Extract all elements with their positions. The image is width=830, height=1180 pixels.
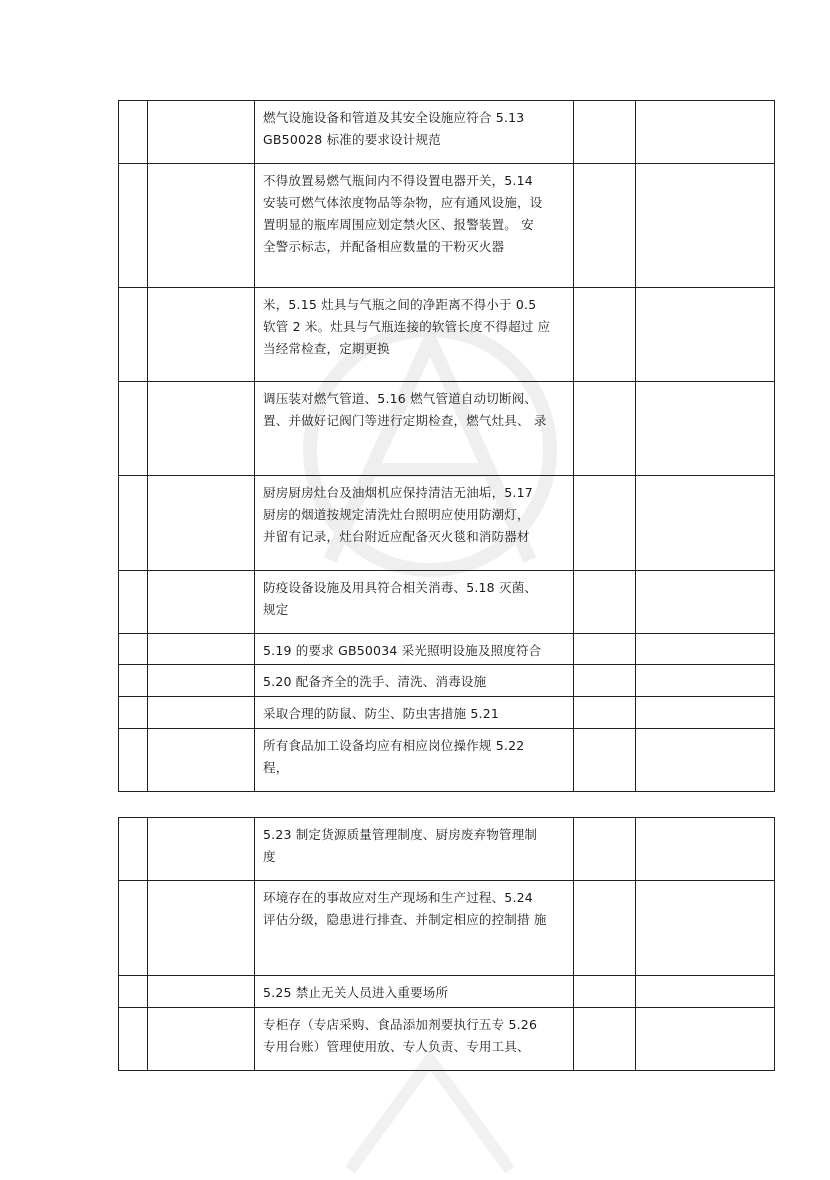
empty-cell bbox=[148, 634, 255, 665]
table-row bbox=[119, 729, 775, 792]
empty-cell bbox=[574, 976, 636, 1008]
empty-cell bbox=[119, 976, 148, 1008]
requirement-line: 软管 2 米。灶具与气瓶连接的软管长度不得超过 应 bbox=[263, 319, 551, 334]
table-row bbox=[119, 818, 775, 881]
empty-cell bbox=[148, 1008, 255, 1071]
empty-cell bbox=[119, 729, 148, 792]
empty-cell bbox=[574, 164, 636, 288]
empty-cell bbox=[119, 881, 148, 976]
requirement-cell bbox=[255, 288, 574, 382]
empty-cell bbox=[119, 818, 148, 881]
requirement-cell bbox=[255, 881, 574, 976]
requirement-line: 度 bbox=[263, 849, 276, 864]
empty-cell bbox=[574, 476, 636, 571]
empty-cell bbox=[636, 634, 775, 665]
requirement-cell bbox=[255, 665, 574, 697]
empty-cell bbox=[119, 665, 148, 697]
requirement-text bbox=[255, 476, 573, 548]
empty-cell bbox=[636, 697, 775, 729]
requirement-line: 5.19 的要求 GB50034 采光照明设施及照度符合 bbox=[263, 643, 542, 658]
checklist-table-1 bbox=[118, 100, 775, 792]
empty-cell bbox=[574, 634, 636, 665]
requirement-text bbox=[255, 881, 573, 931]
requirement-line: 规定 bbox=[263, 602, 289, 617]
requirement-cell bbox=[255, 101, 574, 164]
requirement-line: 全警示标志，并配备相应数量的干粉灭火器 bbox=[263, 239, 505, 254]
empty-cell bbox=[148, 665, 255, 697]
requirement-text bbox=[255, 101, 573, 151]
requirement-text bbox=[255, 634, 573, 662]
requirement-line: GB50028 标准的要求设计规范 bbox=[263, 132, 441, 147]
empty-cell bbox=[119, 382, 148, 476]
requirement-line: 调压装对燃气管道、5.16 燃气管道自动切断阀、 bbox=[263, 391, 538, 406]
requirement-text bbox=[255, 976, 573, 1004]
empty-cell bbox=[636, 571, 775, 634]
empty-cell bbox=[148, 697, 255, 729]
empty-cell bbox=[119, 288, 148, 382]
table-row bbox=[119, 382, 775, 476]
requirement-line: 5.25 禁止无关人员进入重要场所 bbox=[263, 985, 449, 1000]
requirement-line: 环境存在的事故应对生产现场和生产过程、5.24 bbox=[263, 890, 533, 905]
empty-cell bbox=[574, 665, 636, 697]
empty-cell bbox=[148, 164, 255, 288]
requirement-cell bbox=[255, 164, 574, 288]
requirement-line: 米，5.15 灶具与气瓶之间的净距离不得小于 0.5 bbox=[263, 297, 537, 312]
empty-cell bbox=[119, 571, 148, 634]
empty-cell bbox=[148, 101, 255, 164]
requirement-cell bbox=[255, 1008, 574, 1071]
table-row bbox=[119, 881, 775, 976]
empty-cell bbox=[148, 476, 255, 571]
requirement-line: 评估分级，隐患进行排查、并制定相应的控制措 施 bbox=[263, 912, 547, 927]
requirement-text bbox=[255, 1008, 573, 1058]
requirement-line: 安装可燃气体浓度物品等杂物，应有通风设施，设 bbox=[263, 195, 543, 210]
requirement-text bbox=[255, 288, 573, 360]
table-row bbox=[119, 288, 775, 382]
empty-cell bbox=[574, 881, 636, 976]
requirement-line: 专柜存（专店采购、食品添加剂要执行五专 5.26 bbox=[263, 1017, 538, 1032]
empty-cell bbox=[148, 881, 255, 976]
empty-cell bbox=[636, 476, 775, 571]
table-row bbox=[119, 634, 775, 665]
table-row bbox=[119, 571, 775, 634]
requirement-cell bbox=[255, 476, 574, 571]
empty-cell bbox=[574, 101, 636, 164]
empty-cell bbox=[119, 1008, 148, 1071]
requirement-cell bbox=[255, 818, 574, 881]
empty-cell bbox=[574, 1008, 636, 1071]
requirement-line: 不得放置易燃气瓶间内不得设置电器开关，5.14 bbox=[263, 173, 533, 188]
requirement-cell bbox=[255, 382, 574, 476]
requirement-line: 专用台账）管理使用放、专人负责、专用工具、 bbox=[263, 1039, 530, 1054]
empty-cell bbox=[636, 164, 775, 288]
empty-cell bbox=[148, 729, 255, 792]
requirement-line: 置、并做好记阀门等进行定期检查，燃气灶具、 录 bbox=[263, 413, 547, 428]
empty-cell bbox=[636, 665, 775, 697]
empty-cell bbox=[574, 382, 636, 476]
table-row bbox=[119, 665, 775, 697]
requirement-cell bbox=[255, 697, 574, 729]
requirement-line: 程， bbox=[263, 760, 289, 775]
empty-cell bbox=[636, 288, 775, 382]
checklist-table-2 bbox=[118, 817, 775, 1071]
requirement-text bbox=[255, 571, 573, 621]
empty-cell bbox=[574, 571, 636, 634]
empty-cell bbox=[574, 818, 636, 881]
requirement-line: 并留有记录，灶台附近应配备灭火毯和消防器材 bbox=[263, 529, 530, 544]
empty-cell bbox=[636, 818, 775, 881]
empty-cell bbox=[148, 571, 255, 634]
empty-cell bbox=[574, 288, 636, 382]
requirement-text bbox=[255, 382, 573, 432]
empty-cell bbox=[574, 697, 636, 729]
requirement-line: 采取合理的防鼠、防尘、防虫害措施 5.21 bbox=[263, 706, 500, 721]
empty-cell bbox=[119, 476, 148, 571]
empty-cell bbox=[636, 976, 775, 1008]
empty-cell bbox=[636, 881, 775, 976]
requirement-text bbox=[255, 729, 573, 779]
requirement-text bbox=[255, 818, 573, 868]
requirement-cell bbox=[255, 729, 574, 792]
requirement-cell bbox=[255, 976, 574, 1008]
table-row bbox=[119, 1008, 775, 1071]
requirement-line: 防疫设备设施及用具符合相关消毒、5.18 灭菌、 bbox=[263, 580, 538, 595]
requirement-cell bbox=[255, 571, 574, 634]
empty-cell bbox=[636, 1008, 775, 1071]
requirement-line: 所有食品加工设备均应有相应岗位操作规 5.22 bbox=[263, 738, 525, 753]
empty-cell bbox=[636, 382, 775, 476]
empty-cell bbox=[119, 634, 148, 665]
table-row bbox=[119, 476, 775, 571]
empty-cell bbox=[119, 101, 148, 164]
empty-cell bbox=[119, 697, 148, 729]
requirement-line: 5.20 配备齐全的洗手、清洗、消毒设施 bbox=[263, 674, 487, 689]
requirement-text bbox=[255, 164, 573, 258]
requirement-text bbox=[255, 665, 573, 693]
empty-cell bbox=[148, 976, 255, 1008]
requirement-line: 厨房厨房灶台及油烟机应保持清洁无油垢，5.17 bbox=[263, 485, 533, 500]
empty-cell bbox=[148, 382, 255, 476]
requirement-line: 当经常检查，定期更换 bbox=[263, 341, 391, 356]
requirement-line: 置明显的瓶库周围应划定禁火区、报警装置。 安 bbox=[263, 217, 534, 232]
requirement-line: 燃气设施设备和管道及其安全设施应符合 5.13 bbox=[263, 110, 525, 125]
empty-cell bbox=[119, 164, 148, 288]
empty-cell bbox=[636, 729, 775, 792]
table-row bbox=[119, 164, 775, 288]
table-row bbox=[119, 101, 775, 164]
empty-cell bbox=[148, 288, 255, 382]
empty-cell bbox=[574, 729, 636, 792]
requirement-line: 厨房的烟道按规定清洗灶台照明应使用防潮灯， bbox=[263, 507, 530, 522]
empty-cell bbox=[148, 818, 255, 881]
requirement-cell bbox=[255, 634, 574, 665]
empty-cell bbox=[636, 101, 775, 164]
requirement-text bbox=[255, 697, 573, 725]
table-row bbox=[119, 697, 775, 729]
table-row bbox=[119, 976, 775, 1008]
requirement-line: 5.23 制定货源质量管理制度、厨房废弃物管理制 bbox=[263, 827, 538, 842]
